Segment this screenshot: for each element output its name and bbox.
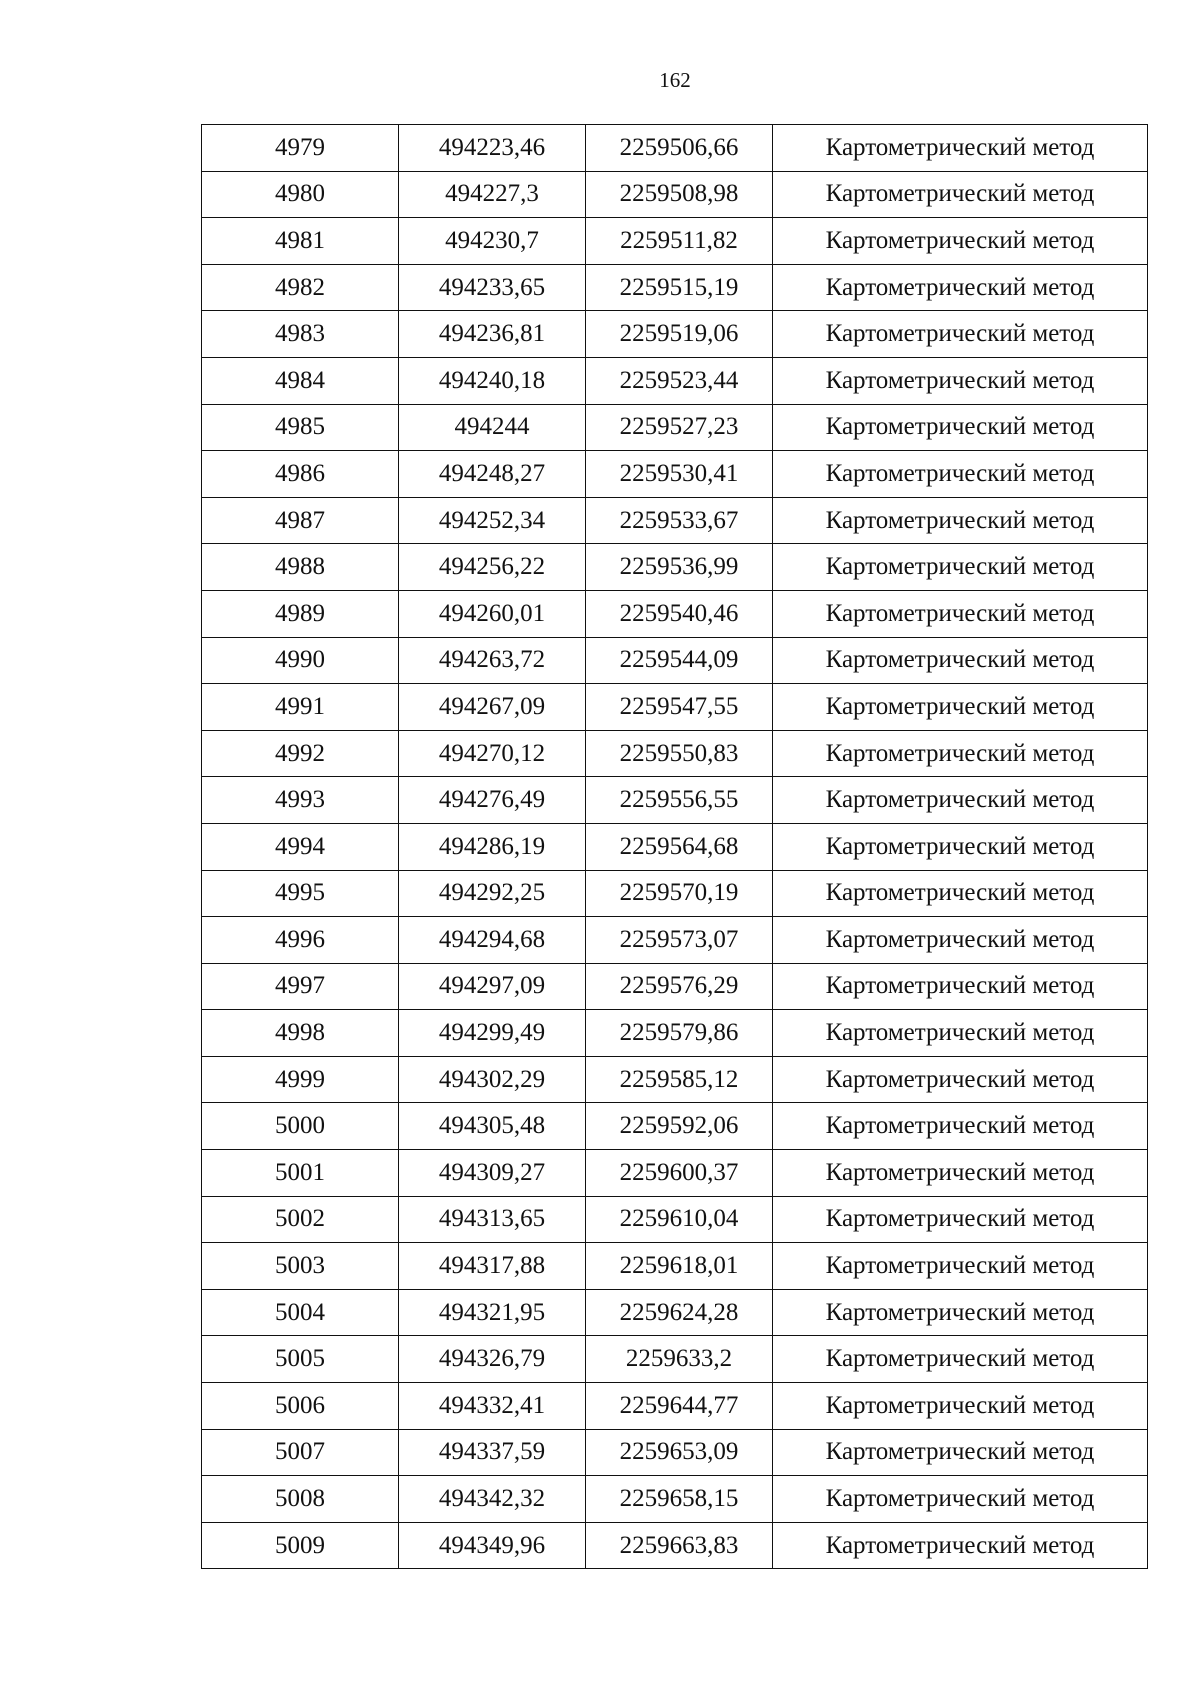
method-cell: Картометрический метод (773, 917, 1148, 964)
y-coordinate-cell: 2259576,29 (586, 963, 773, 1010)
x-coordinate-cell: 494230,7 (399, 218, 586, 265)
y-coordinate-cell: 2259633,2 (586, 1336, 773, 1383)
x-coordinate-cell: 494252,34 (399, 497, 586, 544)
point-number-cell: 4984 (202, 357, 399, 404)
table-row (202, 497, 1148, 544)
coordinates-table (201, 124, 1148, 1569)
table-row (202, 1522, 1148, 1569)
point-number-cell: 5006 (202, 1383, 399, 1430)
x-coordinate-cell: 494337,59 (399, 1429, 586, 1476)
method-cell: Картометрический метод (773, 1196, 1148, 1243)
point-number-cell: 4997 (202, 963, 399, 1010)
x-coordinate-cell: 494263,72 (399, 637, 586, 684)
method-cell: Картометрический метод (773, 264, 1148, 311)
y-coordinate-cell: 2259533,67 (586, 497, 773, 544)
x-coordinate-cell: 494326,79 (399, 1336, 586, 1383)
y-coordinate-cell: 2259592,06 (586, 1103, 773, 1150)
method-cell: Картометрический метод (773, 1056, 1148, 1103)
table-row (202, 125, 1148, 172)
method-cell: Картометрический метод (773, 171, 1148, 218)
method-cell: Картометрический метод (773, 544, 1148, 591)
method-cell: Картометрический метод (773, 777, 1148, 824)
table-row (202, 684, 1148, 731)
table-row (202, 357, 1148, 404)
table-row (202, 1243, 1148, 1290)
y-coordinate-cell: 2259550,83 (586, 730, 773, 777)
y-coordinate-cell: 2259579,86 (586, 1010, 773, 1057)
x-coordinate-cell: 494294,68 (399, 917, 586, 964)
x-coordinate-cell: 494313,65 (399, 1196, 586, 1243)
x-coordinate-cell: 494299,49 (399, 1010, 586, 1057)
point-number-cell: 4993 (202, 777, 399, 824)
y-coordinate-cell: 2259570,19 (586, 870, 773, 917)
point-number-cell: 4989 (202, 590, 399, 637)
point-number-cell: 4982 (202, 264, 399, 311)
method-cell: Картометрический метод (773, 357, 1148, 404)
x-coordinate-cell: 494286,19 (399, 823, 586, 870)
y-coordinate-cell: 2259663,83 (586, 1522, 773, 1569)
point-number-cell: 5009 (202, 1522, 399, 1569)
y-coordinate-cell: 2259618,01 (586, 1243, 773, 1290)
table-row (202, 870, 1148, 917)
x-coordinate-cell: 494260,01 (399, 590, 586, 637)
y-coordinate-cell: 2259527,23 (586, 404, 773, 451)
method-cell: Картометрический метод (773, 125, 1148, 172)
table-row (202, 1010, 1148, 1057)
table-row (202, 777, 1148, 824)
point-number-cell: 5000 (202, 1103, 399, 1150)
table-row (202, 171, 1148, 218)
table-row (202, 963, 1148, 1010)
x-coordinate-cell: 494309,27 (399, 1150, 586, 1197)
point-number-cell: 5007 (202, 1429, 399, 1476)
y-coordinate-cell: 2259540,46 (586, 590, 773, 637)
x-coordinate-cell: 494321,95 (399, 1289, 586, 1336)
y-coordinate-cell: 2259658,15 (586, 1476, 773, 1523)
x-coordinate-cell: 494332,41 (399, 1383, 586, 1430)
y-coordinate-cell: 2259515,19 (586, 264, 773, 311)
table-row (202, 590, 1148, 637)
table-row (202, 637, 1148, 684)
table-row (202, 544, 1148, 591)
coordinates-table-body (202, 125, 1148, 1569)
x-coordinate-cell: 494349,96 (399, 1522, 586, 1569)
table-row (202, 730, 1148, 777)
point-number-cell: 4987 (202, 497, 399, 544)
x-coordinate-cell: 494302,29 (399, 1056, 586, 1103)
y-coordinate-cell: 2259556,55 (586, 777, 773, 824)
table-row (202, 451, 1148, 498)
x-coordinate-cell: 494305,48 (399, 1103, 586, 1150)
x-coordinate-cell: 494267,09 (399, 684, 586, 731)
point-number-cell: 5004 (202, 1289, 399, 1336)
method-cell: Картометрический метод (773, 823, 1148, 870)
point-number-cell: 5005 (202, 1336, 399, 1383)
table-row (202, 1476, 1148, 1523)
method-cell: Картометрический метод (773, 870, 1148, 917)
y-coordinate-cell: 2259585,12 (586, 1056, 773, 1103)
method-cell: Картометрический метод (773, 404, 1148, 451)
table-row (202, 1103, 1148, 1150)
x-coordinate-cell: 494292,25 (399, 870, 586, 917)
point-number-cell: 5008 (202, 1476, 399, 1523)
table-row (202, 1383, 1148, 1430)
method-cell: Картометрический метод (773, 1243, 1148, 1290)
method-cell: Картометрический метод (773, 451, 1148, 498)
y-coordinate-cell: 2259508,98 (586, 171, 773, 218)
method-cell: Картометрический метод (773, 1522, 1148, 1569)
method-cell: Картометрический метод (773, 730, 1148, 777)
method-cell: Картометрический метод (773, 1476, 1148, 1523)
y-coordinate-cell: 2259523,44 (586, 357, 773, 404)
y-coordinate-cell: 2259511,82 (586, 218, 773, 265)
method-cell: Картометрический метод (773, 1429, 1148, 1476)
point-number-cell: 5001 (202, 1150, 399, 1197)
x-coordinate-cell: 494227,3 (399, 171, 586, 218)
method-cell: Картометрический метод (773, 311, 1148, 358)
y-coordinate-cell: 2259653,09 (586, 1429, 773, 1476)
table-row (202, 218, 1148, 265)
x-coordinate-cell: 494297,09 (399, 963, 586, 1010)
method-cell: Картометрический метод (773, 590, 1148, 637)
table-row (202, 404, 1148, 451)
point-number-cell: 4983 (202, 311, 399, 358)
x-coordinate-cell: 494248,27 (399, 451, 586, 498)
table-row (202, 917, 1148, 964)
method-cell: Картометрический метод (773, 963, 1148, 1010)
table-row (202, 311, 1148, 358)
point-number-cell: 4991 (202, 684, 399, 731)
point-number-cell: 4981 (202, 218, 399, 265)
point-number-cell: 4999 (202, 1056, 399, 1103)
x-coordinate-cell: 494276,49 (399, 777, 586, 824)
page-number: 162 (659, 68, 691, 92)
point-number-cell: 4994 (202, 823, 399, 870)
table-row (202, 1336, 1148, 1383)
y-coordinate-cell: 2259644,77 (586, 1383, 773, 1430)
table-row (202, 1196, 1148, 1243)
method-cell: Картометрический метод (773, 1336, 1148, 1383)
table-row (202, 823, 1148, 870)
y-coordinate-cell: 2259536,99 (586, 544, 773, 591)
x-coordinate-cell: 494342,32 (399, 1476, 586, 1523)
x-coordinate-cell: 494256,22 (399, 544, 586, 591)
point-number-cell: 4985 (202, 404, 399, 451)
x-coordinate-cell: 494270,12 (399, 730, 586, 777)
method-cell: Картометрический метод (773, 1010, 1148, 1057)
x-coordinate-cell: 494317,88 (399, 1243, 586, 1290)
x-coordinate-cell: 494240,18 (399, 357, 586, 404)
y-coordinate-cell: 2259624,28 (586, 1289, 773, 1336)
method-cell: Картометрический метод (773, 684, 1148, 731)
table-row (202, 1289, 1148, 1336)
point-number-cell: 4990 (202, 637, 399, 684)
point-number-cell: 4979 (202, 125, 399, 172)
y-coordinate-cell: 2259547,55 (586, 684, 773, 731)
point-number-cell: 4988 (202, 544, 399, 591)
y-coordinate-cell: 2259610,04 (586, 1196, 773, 1243)
y-coordinate-cell: 2259519,06 (586, 311, 773, 358)
method-cell: Картометрический метод (773, 218, 1148, 265)
method-cell: Картометрический метод (773, 637, 1148, 684)
method-cell: Картометрический метод (773, 497, 1148, 544)
point-number-cell: 5002 (202, 1196, 399, 1243)
x-coordinate-cell: 494236,81 (399, 311, 586, 358)
y-coordinate-cell: 2259530,41 (586, 451, 773, 498)
y-coordinate-cell: 2259564,68 (586, 823, 773, 870)
point-number-cell: 5003 (202, 1243, 399, 1290)
x-coordinate-cell: 494233,65 (399, 264, 586, 311)
method-cell: Картометрический метод (773, 1383, 1148, 1430)
method-cell: Картометрический метод (773, 1289, 1148, 1336)
method-cell: Картометрический метод (773, 1103, 1148, 1150)
table-row (202, 1150, 1148, 1197)
point-number-cell: 4992 (202, 730, 399, 777)
point-number-cell: 4995 (202, 870, 399, 917)
y-coordinate-cell: 2259544,09 (586, 637, 773, 684)
table-row (202, 264, 1148, 311)
x-coordinate-cell: 494223,46 (399, 125, 586, 172)
table-row (202, 1056, 1148, 1103)
y-coordinate-cell: 2259600,37 (586, 1150, 773, 1197)
point-number-cell: 4998 (202, 1010, 399, 1057)
table-row (202, 1429, 1148, 1476)
point-number-cell: 4996 (202, 917, 399, 964)
y-coordinate-cell: 2259506,66 (586, 125, 773, 172)
x-coordinate-cell: 494244 (399, 404, 586, 451)
point-number-cell: 4986 (202, 451, 399, 498)
y-coordinate-cell: 2259573,07 (586, 917, 773, 964)
method-cell: Картометрический метод (773, 1150, 1148, 1197)
point-number-cell: 4980 (202, 171, 399, 218)
